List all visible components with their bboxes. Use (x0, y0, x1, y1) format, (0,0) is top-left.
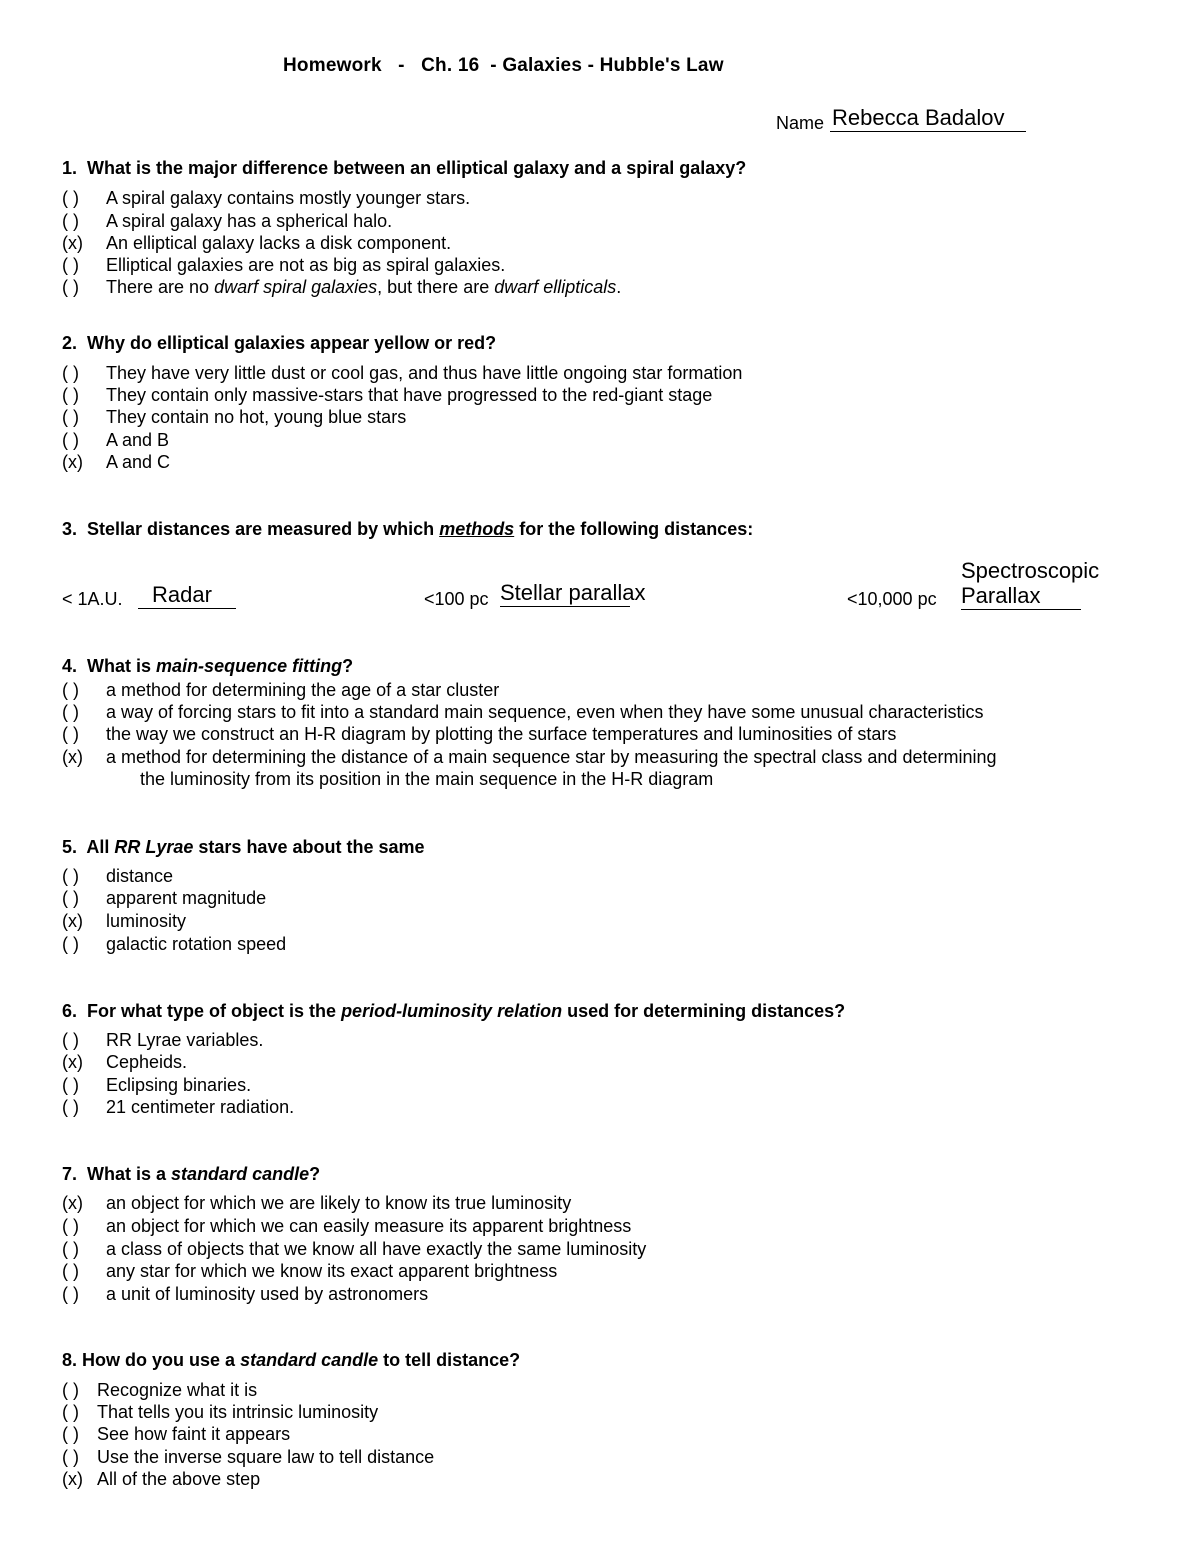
question-number: 5. (62, 837, 78, 857)
option-text: A spiral galaxy has a spherical halo. (106, 211, 393, 231)
option-text: any star for which we know its exact apparent brightness (106, 1261, 558, 1281)
question-number: 4. (62, 656, 78, 676)
option-text: Cepheids. (106, 1052, 188, 1072)
question-1 (62, 158, 746, 179)
option-text: There are no dwarf spiral galaxies, but there are dwarf ellipticals. (106, 277, 622, 297)
question-6 (62, 1001, 845, 1022)
question-3 (62, 519, 753, 540)
option-text: a unit of luminosity used by astronomers (106, 1284, 429, 1304)
question-number: 3. (62, 519, 78, 539)
option-text: A and C (106, 452, 171, 472)
option-text: Elliptical galaxies are not as big as spiral galaxies. (106, 255, 506, 275)
answer-mark[interactable]: ( ) (62, 1216, 79, 1236)
option-text: a method for determining the age of a star cluster (106, 680, 500, 700)
answer-mark[interactable]: ( ) (62, 888, 79, 908)
answer-mark[interactable]: (x) (62, 911, 83, 931)
name-field[interactable]: Rebecca Badalov (830, 104, 1026, 132)
option-text: a method for determining the distance of a main sequence star by measuring the spectral class and determining (106, 747, 997, 767)
question-text: For what type of object is the period-luminosity relation used for determining distances? (87, 1001, 846, 1021)
question-text: How do you use a standard candle to tell distance? (82, 1350, 521, 1370)
answer-mark[interactable]: ( ) (62, 430, 79, 450)
distance-answer-10000pc-line2[interactable]: Parallax (961, 582, 1081, 610)
option-text: luminosity (106, 911, 187, 931)
distance-label-100pc: <100 pc (424, 589, 489, 609)
answer-mark[interactable]: ( ) (62, 1424, 79, 1444)
option-text: the way we construct an H-R diagram by plotting the surface temperatures and luminosities of stars (106, 724, 897, 744)
option-text: an object for which we can easily measure its apparent brightness (106, 1216, 632, 1236)
answer-mark[interactable]: (x) (62, 233, 83, 253)
option-text: Use the inverse square law to tell distance (97, 1447, 435, 1467)
option-text: a class of objects that we know all have exactly the same luminosity (106, 1239, 647, 1259)
name-label: Name (776, 113, 825, 133)
answer-mark[interactable]: ( ) (62, 188, 79, 208)
answer-mark[interactable]: (x) (62, 1469, 83, 1489)
question-number: 2. (62, 333, 78, 353)
distance-answer-10000pc-line1[interactable]: Spectroscopic (961, 558, 1100, 583)
option-text: 21 centimeter radiation. (106, 1097, 295, 1117)
answer-mark[interactable]: ( ) (62, 1284, 79, 1304)
option-text: A and B (106, 430, 170, 450)
page-title: Homework - Ch. 16 - Galaxies - Hubble's Law (283, 55, 724, 76)
answer-mark[interactable]: ( ) (62, 1075, 79, 1095)
option-text: A spiral galaxy contains mostly younger stars. (106, 188, 471, 208)
answer-mark[interactable]: ( ) (62, 702, 79, 722)
answer-mark[interactable]: ( ) (62, 407, 79, 427)
option-text: They contain no hot, young blue stars (106, 407, 407, 427)
option-text: All of the above step (97, 1469, 261, 1489)
question-number: 7. (62, 1164, 78, 1184)
answer-mark[interactable]: ( ) (62, 277, 79, 297)
answer-mark[interactable]: ( ) (62, 385, 79, 405)
question-text: What is the major difference between an elliptical galaxy and a spiral galaxy? (87, 158, 747, 178)
question-2 (62, 333, 496, 354)
question-text: Why do elliptical galaxies appear yellow or red? (87, 333, 497, 353)
answer-mark[interactable]: ( ) (62, 255, 79, 275)
option-text: an object for which we are likely to know its true luminosity (106, 1193, 572, 1213)
question-text: What is a standard candle? (87, 1164, 321, 1184)
answer-mark[interactable]: ( ) (62, 363, 79, 383)
distance-answer-au[interactable]: Radar (138, 581, 236, 609)
answer-mark[interactable]: ( ) (62, 1030, 79, 1050)
option-text: An elliptical galaxy lacks a disk component. (106, 233, 452, 253)
option-text: Eclipsing binaries. (106, 1075, 252, 1095)
question-number: 6. (62, 1001, 78, 1021)
question-7 (62, 1164, 320, 1185)
answer-mark[interactable]: ( ) (62, 1097, 79, 1117)
option-text: They contain only massive-stars that have progressed to the red-giant stage (106, 385, 713, 405)
option-text: See how faint it appears (97, 1424, 291, 1444)
option-text: RR Lyrae variables. (106, 1030, 264, 1050)
option-text: They have very little dust or cool gas, and thus have little ongoing star formation (106, 363, 743, 383)
question-8 (62, 1350, 520, 1371)
option-text: a way of forcing stars to fit into a standard main sequence, even when they have some unusual characteristics (106, 702, 984, 722)
option-text: distance (106, 866, 174, 886)
answer-mark[interactable]: ( ) (62, 1380, 79, 1400)
option-text: Recognize what it is (97, 1380, 258, 1400)
answer-mark[interactable]: ( ) (62, 1447, 79, 1467)
option-text: apparent magnitude (106, 888, 267, 908)
answer-mark[interactable]: ( ) (62, 1261, 79, 1281)
answer-mark[interactable]: ( ) (62, 680, 79, 700)
option-text: galactic rotation speed (106, 934, 287, 954)
answer-mark[interactable]: ( ) (62, 866, 79, 886)
answer-mark[interactable]: ( ) (62, 211, 79, 231)
option-text: That tells you its intrinsic luminosity (97, 1402, 379, 1422)
question-text: Stellar distances are measured by which methods for the following distances: (87, 519, 754, 539)
question-5 (62, 837, 425, 858)
answer-mark[interactable]: ( ) (62, 934, 79, 954)
answer-mark[interactable]: ( ) (62, 724, 79, 744)
question-text: All RR Lyrae stars have about the same (86, 837, 425, 857)
answer-mark[interactable]: (x) (62, 747, 83, 767)
question-text: What is main-sequence fitting? (87, 656, 354, 676)
answer-mark[interactable]: (x) (62, 1052, 83, 1072)
distance-answer-100pc[interactable]: Stellar parallax (500, 580, 646, 605)
question-number: 8. (62, 1350, 78, 1370)
answer-mark[interactable]: ( ) (62, 1239, 79, 1259)
answer-mark[interactable]: (x) (62, 1193, 83, 1213)
distance-label-au: < 1A.U. (62, 589, 123, 609)
answer-mark[interactable]: ( ) (62, 1402, 79, 1422)
question-4 (62, 656, 353, 677)
question-number: 1. (62, 158, 78, 178)
q4-option-d-continuation: the luminosity from its position in the main sequence in the H-R diagram (140, 769, 714, 789)
distance-label-10000pc: <10,000 pc (847, 589, 937, 609)
answer-mark[interactable]: (x) (62, 452, 83, 472)
